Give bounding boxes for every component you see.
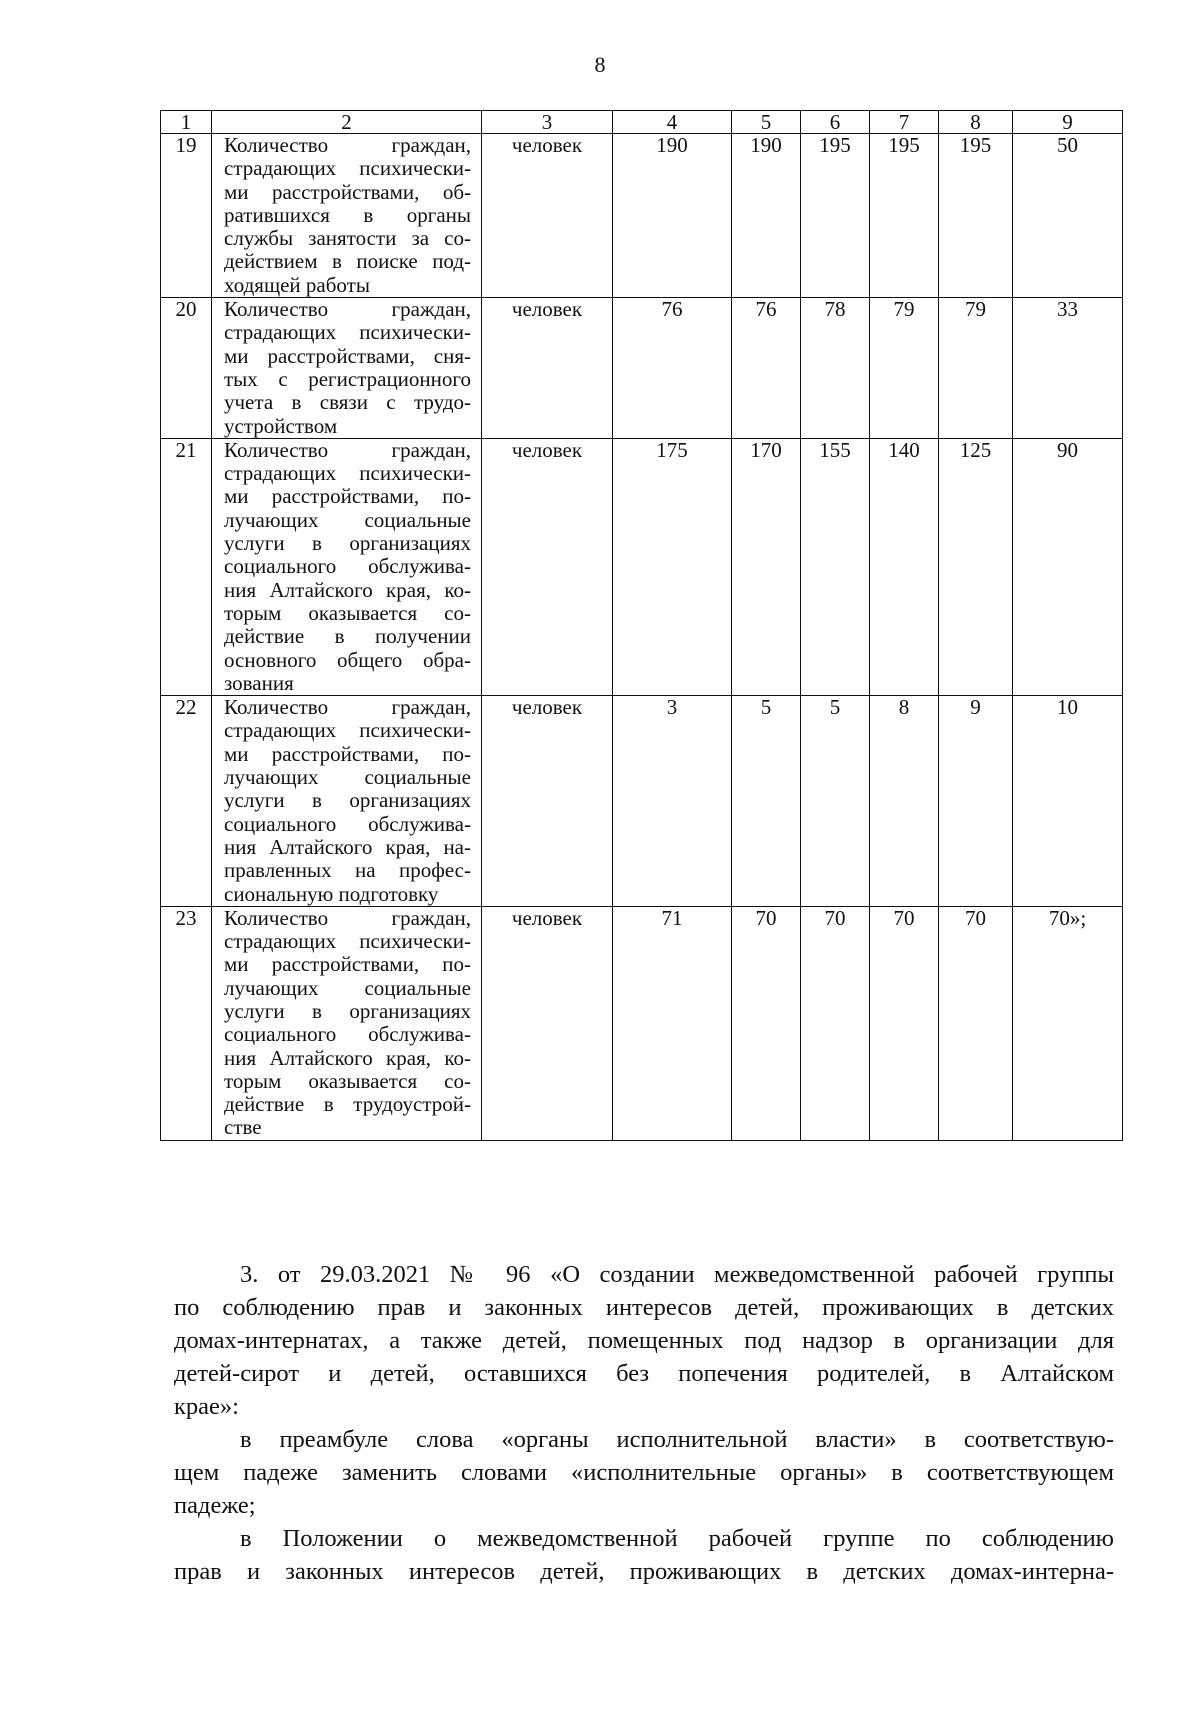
paragraph-line: в Положении о межведомственной рабочей группе по соблюдению [240,1525,1114,1552]
table-row [161,298,1123,439]
value-cell: 76 [613,298,732,439]
value-cell: 79 [870,298,939,439]
description-line: страдающих психически- [224,461,471,486]
paragraph-line: прав и законных интересов детей, проживающих в детских домах-интерна- [174,1558,1114,1585]
paragraph-line: 3. от 29.03.2021 № 96 «О создании межведомственной рабочей группы [240,1261,1114,1288]
indicators-table [160,110,1123,1141]
description-line: Количество граждан, [224,695,471,720]
paragraph-line: падеже; [174,1492,256,1519]
table-row [161,134,1123,298]
value-cell: 70 [732,906,801,1140]
description-line: зования [224,670,294,695]
value-cell: 125 [939,438,1013,695]
header-cell: 8 [939,111,1013,134]
unit-cell: человек [482,438,613,695]
description-line: ратившихся в органы [224,202,471,227]
description-line: ми расстройствами, сня- [224,343,471,368]
paragraph-line: в преамбуле слова «органы исполнительной власти» в соответствую- [240,1426,1114,1453]
value-cell: 140 [870,438,939,695]
value-cell: 70»; [1013,906,1123,1140]
description-line: стве [224,1115,262,1140]
header-cell: 2 [212,111,482,134]
description-line: социального обслужива- [224,1022,471,1047]
description-line: Количество граждан, [224,297,471,322]
indicator-description-cell [212,134,482,298]
value-cell: 50 [1013,134,1123,298]
body-text [174,1258,1114,1588]
table-header-row [161,111,1123,134]
description-line: Количество граждан, [224,437,471,462]
value-cell: 190 [732,134,801,298]
header-cell: 3 [482,111,613,134]
value-cell: 70 [939,906,1013,1140]
description-line: торым оказывается со- [224,1068,471,1093]
description-line: сиональную подготовку [224,881,439,906]
description-line: лучающих социальные [224,765,471,790]
description-line: ми расстройствами, по- [224,484,471,509]
description-line: тых с регистрационного [224,366,471,391]
table-row [161,696,1123,907]
description-line: ми расстройствами, по- [224,741,471,766]
value-cell: 155 [801,438,870,695]
indicator-description-cell [212,906,482,1140]
description-line: ми расстройствами, по- [224,952,471,977]
description-line: устройством [224,413,338,438]
paragraph-line: щем падеже заменить словами «исполнительные органы» в соответствующем [174,1459,1114,1486]
description-line: услуги в организациях [224,998,471,1023]
header-cell: 5 [732,111,801,134]
value-cell: 170 [732,438,801,695]
description-line: страдающих психически- [224,718,471,743]
paragraph-line: по соблюдению прав и законных интересов детей, проживающих в детских [174,1294,1114,1321]
description-line: правленных на профес- [224,858,471,883]
description-line: социального обслужива- [224,811,471,836]
paragraph-line: детей-сирот и детей, оставшихся без попечения родителей, в Алтайском [174,1360,1114,1387]
description-line: основного общего обра- [224,647,471,672]
value-cell: 78 [801,298,870,439]
value-cell: 9 [939,696,1013,907]
description-line: Количество граждан, [224,133,471,157]
row-number-cell: 22 [161,696,212,907]
header-cell: 4 [613,111,732,134]
description-line: услуги в организациях [224,531,471,556]
paragraph-line: домах-интернатах, а также детей, помещенных под надзор в организации для [174,1327,1114,1354]
paragraph-line: крае»: [174,1393,239,1420]
value-cell: 71 [613,906,732,1140]
unit-cell: человек [482,298,613,439]
value-cell: 195 [870,134,939,298]
table-row [161,438,1123,695]
description-line: действие в трудоустрой- [224,1092,471,1117]
header-cell: 7 [870,111,939,134]
description-line: службы занятости за со- [224,226,471,251]
value-cell: 195 [939,134,1013,298]
row-number-cell: 21 [161,438,212,695]
description-line: ходящей работы [224,272,370,297]
indicator-description-cell [212,298,482,439]
header-cell: 1 [161,111,212,134]
value-cell: 70 [801,906,870,1140]
description-line: Количество граждан, [224,905,471,930]
description-line: ния Алтайского края, на- [224,834,471,859]
description-line: ния Алтайского края, ко- [224,1045,471,1070]
value-cell: 70 [870,906,939,1140]
description-line: социального обслужива- [224,554,471,579]
value-cell: 175 [613,438,732,695]
row-number-cell: 23 [161,906,212,1140]
unit-cell: человек [482,906,613,1140]
unit-cell: человек [482,134,613,298]
page-number: 8 [594,52,606,77]
value-cell: 90 [1013,438,1123,695]
table-row [161,906,1123,1140]
header-cell: 6 [801,111,870,134]
value-cell: 10 [1013,696,1123,907]
description-line: услуги в организациях [224,788,471,813]
value-cell: 5 [732,696,801,907]
unit-cell: человек [482,696,613,907]
value-cell: 8 [870,696,939,907]
description-line: действие в получении [224,624,471,649]
description-line: лучающих социальные [224,975,471,1000]
description-line: учета в связи с трудо- [224,390,471,415]
value-cell: 3 [613,696,732,907]
indicator-description-cell [212,696,482,907]
description-line: страдающих психически- [224,156,471,181]
description-line: ния Алтайского края, ко- [224,577,471,602]
description-line: страдающих психически- [224,320,471,345]
description-line: торым оказывается со- [224,600,471,625]
description-line: лучающих социальные [224,507,471,532]
value-cell: 5 [801,696,870,907]
value-cell: 76 [732,298,801,439]
value-cell: 79 [939,298,1013,439]
row-number-cell: 19 [161,134,212,298]
header-cell: 9 [1013,111,1123,134]
value-cell: 190 [613,134,732,298]
value-cell: 195 [801,134,870,298]
description-line: страдающих психически- [224,929,471,954]
value-cell: 33 [1013,298,1123,439]
description-line: действием в поиске под- [224,249,471,274]
description-line: ми расстройствами, об- [224,179,471,204]
row-number-cell: 20 [161,298,212,439]
indicator-description-cell [212,438,482,695]
